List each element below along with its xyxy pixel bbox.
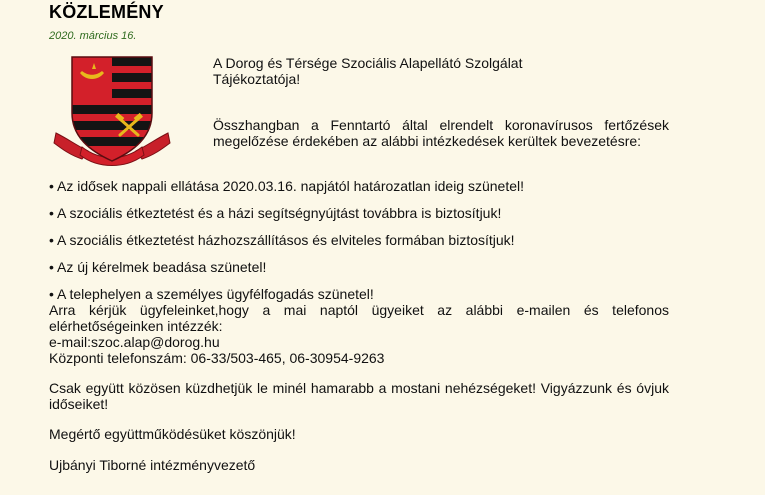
intro-paragraph: Összhangban a Fenntartó által elrendelt koronavírusos fertőzések megelőzése érdekében az alábbi intézkedések kerültek bevezetésre: [213,117,669,149]
closing-paragraph: Csak együtt közösen küzdhetjük le minél hamarabb a mostani nehézségeket! Vigyázzunk és óvjuk idős​eiket! [49,380,669,412]
organization-name: A Dorog és Térsége Szociális Alapellátó Szolgálat [213,55,523,71]
signature: Ujbányi Tiborné intézményvezető [49,457,256,473]
list-item: • A szociális étkeztetést házhozszállításos és elviteles formában biztosítjuk! [49,232,515,248]
list-item: • Az új kérelmek beadása szünetel! [49,259,267,275]
list-item: • Az idősek nappali ellátása 2020.03.16. napjától határozatlan ideig szünetel! [49,178,525,194]
email-contact: e-mail:szoc.alap@dorog.hu [49,334,220,350]
notice-body [49,178,669,473]
dorog-coat-of-arms-icon [52,51,172,171]
list-item: • A szociális étkeztetést és a házi segítségnyújtást továbbra is biztosítjuk! [49,205,502,221]
list-item: • A telephelyen a személyes ügyfélfogadás szünetel! [49,286,374,302]
page-title: KÖZLEMÉNY [49,2,164,22]
notice-date: 2020. március 16. [49,30,137,42]
notice-subtitle: Tájékoztatója! [213,71,301,87]
thanks-line: Megértő együttműködésüket köszönjük! [49,426,296,442]
organization-heading [213,55,669,87]
phone-contact: Központi telefonszám: 06-33/503-465, 06-30954-9263 [49,350,385,366]
request-paragraph: Arra kérjük ügyfeleinket,hogy a mai naptól ügyeiket az alábbi e-mailen és telefonos elérhetőségeinken intézzék: [49,302,669,334]
